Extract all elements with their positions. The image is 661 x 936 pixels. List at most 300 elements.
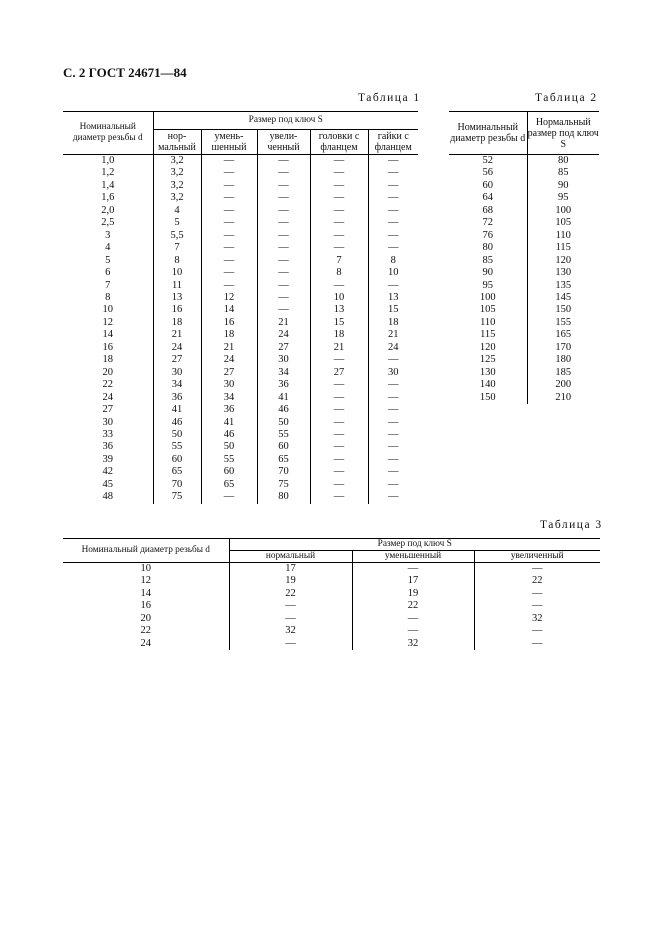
table-cell: 1,6: [63, 192, 153, 204]
table-cell: —: [388, 354, 399, 366]
table-cell: 45: [63, 479, 153, 491]
table-row: [63, 417, 418, 429]
table-cell: 46: [201, 429, 257, 441]
table-cell: —: [257, 180, 310, 192]
table-row: [63, 479, 418, 491]
table-cell: 3,2: [153, 167, 201, 179]
table3-col-header: нормальный: [229, 551, 352, 563]
table-cell: 130: [449, 367, 527, 379]
table-row: [449, 267, 599, 279]
table-cell: —: [310, 491, 368, 503]
table-cell: 22: [229, 588, 352, 600]
table-cell: 110: [449, 317, 527, 329]
table-cell: 95: [449, 280, 527, 292]
table-row: [63, 379, 418, 391]
table-cell: 115: [555, 242, 571, 254]
table-cell: 19: [352, 588, 474, 600]
table-cell: 60: [201, 466, 257, 478]
table1-header-d: Номинальный диаметр резьбы d: [63, 112, 153, 155]
table2-body: [449, 155, 599, 405]
table-cell: 8: [390, 254, 396, 266]
table-cell: 75: [257, 479, 310, 491]
table-cell: 145: [555, 291, 572, 303]
table-cell: —: [201, 242, 257, 254]
table-cell: 30: [257, 354, 310, 366]
table-cell: 100: [555, 204, 572, 216]
table-cell: —: [352, 613, 474, 625]
table1-body: [63, 155, 418, 504]
table-cell: 14: [63, 329, 153, 341]
table-row: [63, 625, 600, 637]
table-cell: —: [310, 466, 368, 478]
table-cell: 16: [63, 600, 229, 612]
table3-col-header: увеличенный: [474, 551, 600, 563]
table-cell: 8: [153, 255, 201, 267]
table-cell: 110: [555, 229, 571, 241]
table-row: [63, 242, 418, 254]
table-cell: 1,0: [63, 155, 153, 168]
table-cell: —: [229, 613, 352, 625]
table-cell: —: [201, 217, 257, 229]
table3-body: [63, 563, 600, 651]
table-cell: —: [310, 242, 368, 254]
table-row: [63, 329, 418, 341]
table-cell: 130: [555, 267, 572, 279]
table-cell: 21: [257, 317, 310, 329]
table-cell: —: [201, 255, 257, 267]
table-row: [63, 217, 418, 229]
table-cell: —: [257, 230, 310, 242]
table2-caption: Таблица 2: [535, 92, 598, 104]
table-cell: 85: [449, 255, 527, 267]
table-cell: 24: [153, 342, 201, 354]
table-row: [63, 255, 418, 267]
table-row: [449, 379, 599, 391]
table-cell: 155: [555, 316, 572, 328]
table-cell: 22: [63, 625, 229, 637]
table-cell: —: [310, 230, 368, 242]
table-row: [449, 280, 599, 292]
table-cell: 6: [63, 267, 153, 279]
table-row: [449, 242, 599, 254]
table-cell: 39: [63, 454, 153, 466]
table1-caption: Таблица 1: [358, 92, 421, 104]
table-cell: —: [257, 217, 310, 229]
table3-caption: Таблица 3: [540, 519, 603, 531]
table1-col-header: нор-мальный: [153, 130, 201, 155]
table-cell: —: [229, 600, 352, 612]
table-cell: 41: [201, 417, 257, 429]
table-cell: 8: [310, 267, 368, 279]
table-cell: —: [388, 416, 399, 428]
table-cell: 17: [229, 563, 352, 576]
table-cell: —: [257, 292, 310, 304]
table-row: [449, 354, 599, 366]
table-cell: —: [388, 453, 399, 465]
table-cell: 1,2: [63, 167, 153, 179]
table-cell: 70: [153, 479, 201, 491]
table-cell: —: [257, 255, 310, 267]
table-row: [449, 367, 599, 379]
table-cell: 52: [449, 155, 527, 168]
table-cell: 24: [257, 329, 310, 341]
table-cell: 65: [201, 479, 257, 491]
table-cell: 36: [63, 441, 153, 453]
table-row: [63, 292, 418, 304]
table-cell: 41: [153, 404, 201, 416]
table-cell: 16: [63, 342, 153, 354]
table-cell: —: [201, 491, 257, 503]
table-cell: —: [257, 205, 310, 217]
table-cell: 85: [558, 167, 569, 179]
table-row: [449, 292, 599, 304]
table1-col-header: головки с фланцем: [310, 130, 368, 155]
table-cell: 135: [555, 279, 572, 291]
table-cell: 60: [153, 454, 201, 466]
table-cell: 10: [310, 292, 368, 304]
table-cell: 90: [558, 179, 569, 191]
table-row: [449, 192, 599, 204]
table-row: [63, 491, 418, 503]
table-cell: 4: [63, 242, 153, 254]
table-cell: —: [310, 192, 368, 204]
table2-header-s: Нормальный размер под ключ S: [527, 112, 599, 155]
table-cell: 12: [63, 317, 153, 329]
table-cell: —: [388, 192, 399, 204]
table-cell: 56: [449, 167, 527, 179]
table-cell: —: [388, 404, 399, 416]
table-cell: —: [310, 479, 368, 491]
table-cell: —: [310, 454, 368, 466]
table-cell: 32: [229, 625, 352, 637]
table-row: [63, 167, 418, 179]
table-cell: 2,5: [63, 217, 153, 229]
table-cell: 14: [201, 304, 257, 316]
table-cell: 13: [388, 291, 399, 303]
table-cell: 19: [229, 575, 352, 587]
table-row: [63, 230, 418, 242]
table-cell: 7: [310, 255, 368, 267]
table-cell: —: [257, 155, 310, 168]
table-row: [63, 638, 600, 650]
table-cell: 36: [201, 404, 257, 416]
table-cell: 42: [63, 466, 153, 478]
table-cell: 10: [153, 267, 201, 279]
table-cell: 3,2: [153, 192, 201, 204]
table-cell: 21: [201, 342, 257, 354]
table-row: [63, 392, 418, 404]
table-cell: 105: [555, 217, 572, 229]
table-row: [63, 613, 600, 625]
table-cell: 65: [257, 454, 310, 466]
table-cell: —: [388, 491, 399, 503]
table-cell: —: [201, 280, 257, 292]
table-cell: 21: [388, 329, 399, 341]
table-cell: —: [388, 167, 399, 179]
table-cell: 10: [388, 267, 399, 279]
table-cell: —: [201, 180, 257, 192]
table-cell: —: [257, 267, 310, 279]
table-cell: 10: [63, 304, 153, 316]
table-cell: 11: [153, 280, 201, 292]
table-cell: 16: [201, 317, 257, 329]
table-cell: 150: [449, 392, 527, 404]
table2-header-d: Номинальный диаметр резьбы d: [449, 112, 527, 155]
table-row: [449, 392, 599, 404]
table-cell: 30: [201, 379, 257, 391]
table-cell: 22: [352, 600, 474, 612]
table-cell: —: [532, 637, 543, 649]
table-cell: 2,0: [63, 205, 153, 217]
table-cell: 13: [153, 292, 201, 304]
table-cell: 4: [153, 205, 201, 217]
table-cell: —: [388, 391, 399, 403]
table-cell: —: [352, 625, 474, 637]
table3-header-d: Номинальный диаметр резьбы d: [63, 539, 229, 563]
table-cell: 34: [153, 379, 201, 391]
table-cell: 55: [201, 454, 257, 466]
table-cell: 21: [153, 329, 201, 341]
table-cell: 22: [63, 379, 153, 391]
table-cell: 27: [153, 354, 201, 366]
table-cell: 18: [310, 329, 368, 341]
table-cell: 64: [449, 192, 527, 204]
table-cell: 27: [201, 367, 257, 379]
table-cell: —: [532, 563, 543, 574]
table-row: [449, 304, 599, 316]
page-header: С. 2 ГОСТ 24671—84: [63, 65, 187, 80]
table-cell: 18: [388, 316, 399, 328]
table-cell: —: [388, 478, 399, 490]
table-cell: 34: [201, 392, 257, 404]
table-cell: 48: [63, 491, 153, 503]
table-cell: —: [352, 563, 474, 576]
table-cell: 5,5: [153, 230, 201, 242]
table1-col-header: гайки с фланцем: [368, 130, 418, 155]
table-cell: 68: [449, 205, 527, 217]
table-cell: 20: [63, 367, 153, 379]
table-row: [63, 155, 418, 168]
table-row: [449, 329, 599, 341]
table3: [63, 538, 600, 650]
table-cell: 150: [555, 304, 572, 316]
table-cell: 50: [257, 417, 310, 429]
table-cell: 90: [449, 267, 527, 279]
table-cell: —: [229, 638, 352, 650]
table-row: [449, 205, 599, 217]
table-cell: 80: [449, 242, 527, 254]
table-cell: —: [388, 229, 399, 241]
table-cell: 27: [310, 367, 368, 379]
table-cell: 120: [449, 342, 527, 354]
table-cell: —: [310, 217, 368, 229]
table-row: [63, 367, 418, 379]
table-cell: 125: [449, 354, 527, 366]
table-cell: 30: [153, 367, 201, 379]
table-cell: 32: [532, 612, 543, 624]
table-row: [449, 155, 599, 168]
table-row: [449, 230, 599, 242]
table-row: [63, 404, 418, 416]
table-cell: —: [388, 155, 399, 166]
table-row: [449, 255, 599, 267]
table-cell: 46: [153, 417, 201, 429]
table-cell: —: [310, 429, 368, 441]
table-row: [63, 180, 418, 192]
table-row: [449, 342, 599, 354]
table-cell: 60: [449, 180, 527, 192]
table1-col-header: увели-ченный: [257, 130, 310, 155]
table-row: [63, 342, 418, 354]
table-cell: —: [388, 441, 399, 453]
table-cell: 55: [153, 441, 201, 453]
table-cell: 41: [257, 392, 310, 404]
table1-header-group: Размер под ключ S: [153, 112, 418, 130]
table-cell: —: [310, 441, 368, 453]
table-row: [63, 454, 418, 466]
table-cell: 72: [449, 217, 527, 229]
table-cell: 24: [63, 638, 229, 650]
table-cell: —: [201, 267, 257, 279]
table-cell: —: [388, 204, 399, 216]
table3-header-group: Размер под ключ S: [229, 539, 600, 551]
table-cell: 17: [352, 575, 474, 587]
table-row: [63, 600, 600, 612]
table2: [449, 111, 599, 404]
table-row: [63, 575, 600, 587]
table-row: [449, 217, 599, 229]
table-cell: 140: [449, 379, 527, 391]
table-cell: —: [532, 625, 543, 637]
table-cell: 75: [153, 491, 201, 503]
table-cell: 55: [257, 429, 310, 441]
table-cell: 34: [257, 367, 310, 379]
table-cell: 50: [201, 441, 257, 453]
table-cell: —: [310, 379, 368, 391]
table-row: [63, 280, 418, 292]
table-cell: —: [310, 280, 368, 292]
table-cell: 18: [201, 329, 257, 341]
table-cell: —: [310, 155, 368, 168]
table-cell: —: [532, 587, 543, 599]
table-cell: 24: [388, 341, 399, 353]
table-cell: —: [257, 242, 310, 254]
table-cell: 50: [153, 429, 201, 441]
table-cell: —: [388, 279, 399, 291]
table-cell: —: [310, 167, 368, 179]
table-cell: 30: [388, 366, 399, 378]
table-cell: 36: [153, 392, 201, 404]
table-cell: 33: [63, 429, 153, 441]
table-cell: 165: [555, 329, 572, 341]
table-cell: 170: [555, 341, 572, 353]
table-cell: —: [257, 167, 310, 179]
table-cell: 70: [257, 466, 310, 478]
table-cell: 80: [558, 155, 569, 166]
table-cell: 200: [555, 379, 572, 391]
table-row: [63, 354, 418, 366]
table-cell: 46: [257, 404, 310, 416]
table-cell: 210: [555, 391, 572, 403]
table-cell: —: [310, 354, 368, 366]
table-row: [449, 167, 599, 179]
table-row: [63, 563, 600, 576]
table-row: [63, 317, 418, 329]
table-cell: 22: [532, 575, 543, 587]
table-cell: —: [310, 404, 368, 416]
table-cell: 10: [63, 563, 229, 576]
table-cell: —: [388, 179, 399, 191]
table-cell: 16: [153, 304, 201, 316]
table-cell: 60: [257, 441, 310, 453]
table-row: [63, 588, 600, 600]
table-row: [63, 304, 418, 316]
table-row: [449, 180, 599, 192]
table-cell: —: [257, 280, 310, 292]
table-cell: 105: [449, 304, 527, 316]
table-cell: 24: [63, 392, 153, 404]
table-cell: 20: [63, 613, 229, 625]
table-cell: 18: [63, 354, 153, 366]
table-cell: 18: [153, 317, 201, 329]
table-row: [63, 205, 418, 217]
table-cell: 100: [449, 292, 527, 304]
table-cell: —: [310, 392, 368, 404]
table-cell: 120: [555, 254, 572, 266]
table-cell: —: [310, 180, 368, 192]
table-cell: 115: [449, 329, 527, 341]
table-cell: 180: [555, 354, 572, 366]
table-cell: 12: [201, 292, 257, 304]
table-cell: —: [257, 192, 310, 204]
table-row: [63, 267, 418, 279]
table-cell: —: [201, 167, 257, 179]
table-cell: —: [388, 379, 399, 391]
table-cell: 27: [63, 404, 153, 416]
table-cell: 27: [257, 342, 310, 354]
table-cell: 36: [257, 379, 310, 391]
table-cell: 3,2: [153, 180, 201, 192]
table-cell: —: [201, 230, 257, 242]
table-cell: —: [388, 242, 399, 254]
table-row: [63, 192, 418, 204]
table-cell: 76: [449, 230, 527, 242]
table-cell: 8: [63, 292, 153, 304]
table-cell: 30: [63, 417, 153, 429]
table-cell: 32: [352, 638, 474, 650]
table-cell: 80: [257, 491, 310, 503]
table-cell: —: [388, 428, 399, 440]
table-cell: 3: [63, 230, 153, 242]
table-cell: —: [310, 205, 368, 217]
table-cell: 13: [310, 304, 368, 316]
table1: [63, 111, 418, 504]
table-cell: 65: [153, 466, 201, 478]
table-cell: —: [201, 192, 257, 204]
table-cell: —: [201, 205, 257, 217]
table-row: [63, 441, 418, 453]
table3-col-header: уменьшенный: [352, 551, 474, 563]
table-cell: 15: [310, 317, 368, 329]
table-cell: —: [388, 217, 399, 229]
table-cell: 5: [63, 255, 153, 267]
table-cell: —: [257, 304, 310, 316]
table-cell: —: [532, 600, 543, 612]
table-row: [449, 317, 599, 329]
table-row: [63, 466, 418, 478]
table-cell: 21: [310, 342, 368, 354]
table-cell: 95: [558, 192, 569, 204]
